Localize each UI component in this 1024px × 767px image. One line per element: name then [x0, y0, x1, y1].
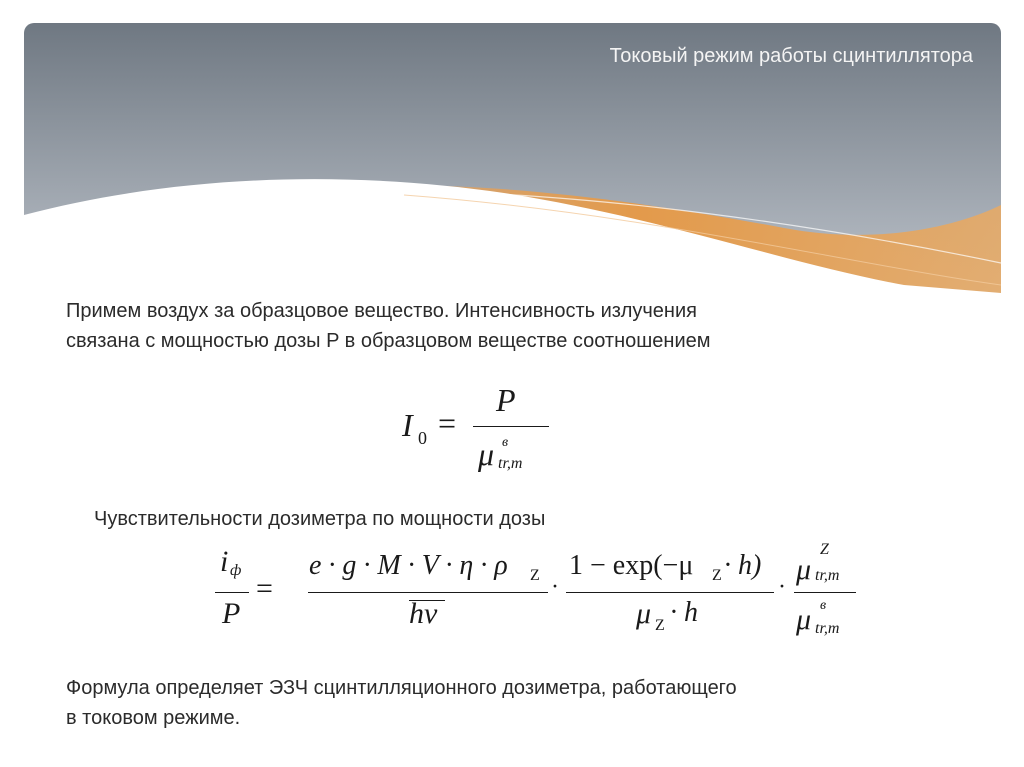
formula-sensitivity — [212, 541, 862, 645]
formula-symbol: μ — [796, 553, 812, 586]
sensitivity-label: Чувствительности дозиметра по мощности дозы — [94, 508, 546, 530]
formula-equals: = — [438, 405, 457, 441]
formula-subscript: ф — [230, 562, 242, 579]
formula-subscript: tr,m — [498, 455, 523, 472]
conclusion-line: в токовом режиме. — [66, 707, 241, 729]
formula-symbol: P — [222, 597, 241, 630]
formula-numerator-tail: · h) — [724, 550, 762, 581]
fraction-bar — [566, 592, 774, 593]
formula-numerator: 1 − exp(−μ — [569, 550, 694, 581]
formula-dot: · — [551, 574, 559, 600]
fraction-bar — [473, 426, 549, 427]
formula-symbol: μ — [796, 603, 812, 636]
formula-subscript: Z — [655, 617, 665, 634]
formula-symbol: I — [402, 407, 413, 443]
formula-intensity — [398, 378, 558, 478]
formula-superscript: в — [502, 435, 509, 450]
formula-subscript: 0 — [418, 428, 427, 448]
formula-subscript: tr,m — [815, 567, 840, 584]
formula-symbol: μ — [478, 436, 495, 472]
formula-superscript: в — [820, 598, 827, 613]
fraction-bar — [794, 592, 856, 593]
formula-symbol: i — [220, 545, 229, 578]
intro-paragraph — [66, 296, 711, 356]
slide-title: Токовый режим работы сцинтиллятора — [609, 45, 973, 67]
conclusion-paragraph — [66, 673, 737, 733]
fraction-bar — [308, 592, 548, 593]
fraction-bar — [215, 592, 249, 593]
formula-numerator: e · g · M · V · η · ρ — [309, 550, 508, 581]
formula-subscript: Z — [530, 567, 540, 584]
formula-superscript: Z — [820, 541, 829, 558]
formula-subscript: Z — [712, 567, 722, 584]
formula-subscript: tr,m — [815, 620, 840, 637]
formula-denominator-tail: · h — [670, 597, 698, 628]
formula-numerator: P — [496, 382, 516, 418]
formula-dot: · — [778, 574, 786, 600]
conclusion-line: Формула определяет ЭЗЧ сцинтилляционного дозиметра, работающего — [66, 677, 737, 699]
slide — [24, 23, 1001, 767]
intro-line: связана с мощностью дозы P в образцовом веществе соотношением — [66, 330, 711, 352]
intro-line: Примем воздух за образцовое вещество. Интенсивность излучения — [66, 300, 697, 322]
formula-denominator: hν — [409, 597, 438, 630]
formula-equals: = — [256, 572, 273, 605]
formula-symbol: μ — [636, 597, 652, 630]
